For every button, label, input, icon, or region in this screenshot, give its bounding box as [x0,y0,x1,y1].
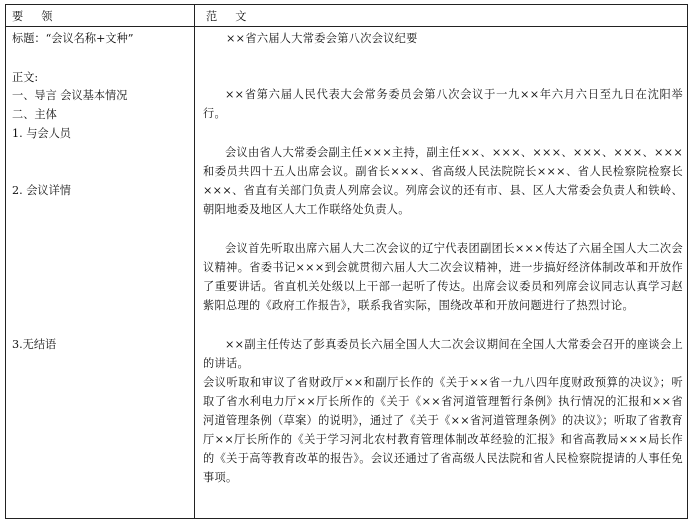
intro-paragraph: ××省第六届人民代表大会常务委员会第八次会议于一九××年六月六日至九日在沈阳举行。 [203,88,683,120]
column-divider [194,5,195,518]
closing-label: 3.无结语 [12,338,57,351]
title-label: 标题：“会议名称+文种” [12,32,134,45]
body-label: 正文: [12,71,39,84]
main-label: 二、主体 [12,108,57,121]
header-key-points: 要领 [12,10,71,23]
attendees-paragraph: 会议由省人大常委会副主任×××主持，副主任××、×××、×××、×××、×××、×××和委员共四十五人出席会议。副省长×××、省高级人民法院院长×××、省人民检察院检察长×××、省直有关部门负责人列席会议。列席会议的还有市、县、区人大常委会负责人和铁岭、朝阳地委及地区人大工作联络处负责人。 [203,146,683,216]
header-divider [6,26,687,27]
outline-table [5,4,688,519]
details-label: 2. 会议详情 [12,184,71,197]
intro-label: 一、导言 会议基本情况 [12,89,128,102]
details-paragraph-3: 会议听取和审议了省财政厅××和副厅长作的《关于××省一九八四年度财政预算的决议》；听取了省水利电力厅××厅长所作的《关于《××省河道管理暂行条例》执行情况的汇报和××省河道管理条例（草案）的说明》，通过了《关于《××省河道管理条例》的决议》；听取了省教育厅××厅长所作的《关于学习河北农村教育管理体制改革经验的汇报》和省高教局×××局长作的《关于高等教育改革的报告》。会议还通过了省高级人民法院和省人民检察院提请的人事任免事项。 [203,376,683,484]
details-paragraph-1: 会议首先听取出席六届人大二次会议的辽宁代表团副团长×××传达了六届全国人大二次会议精神。省委书记×××到会就贯彻六届人大二次会议精神，进一步搞好经济体制改革和开放作了重要讲话。省直机关处级以上干部一起听了传达。出席会议委员和列席会议同志认真学习赵紫阳总理的《政府工作报告》，联系我省实际，围绕改革和开放问题进行了热烈讨论。 [203,242,683,312]
document-title: ××省六届人大常委会第八次会议纪要 [226,32,418,45]
attendees-label: 1. 与会人员 [12,127,71,140]
header-sample-text: 范文 [206,10,265,23]
details-paragraph-2: ××副主任传达了彭真委员长六届全国人大二次会议期间在全国人大常委会召开的座谈会上的讲话。 [203,338,683,370]
